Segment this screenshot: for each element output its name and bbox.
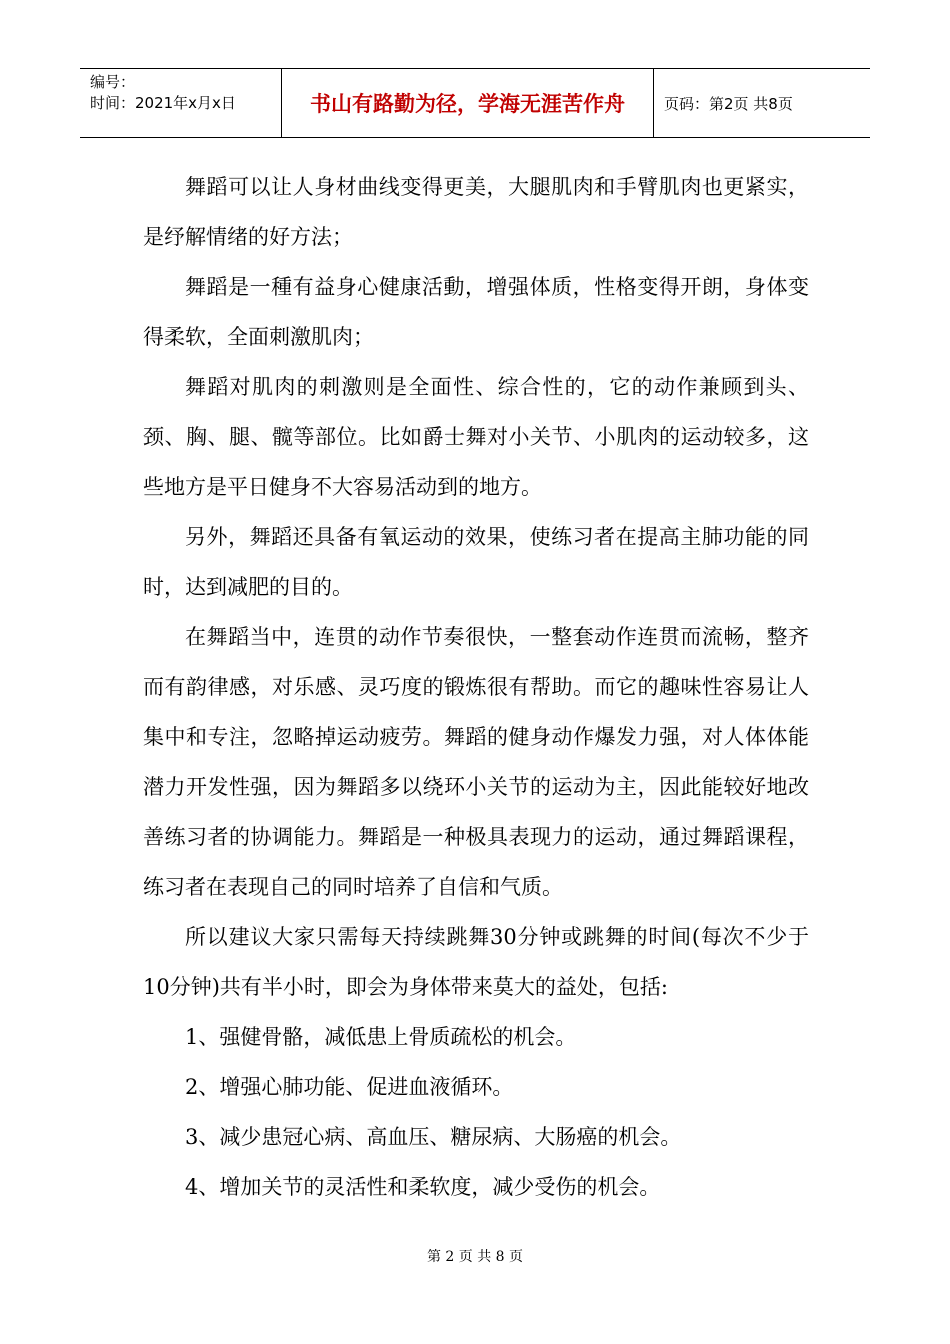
paragraph: 在舞蹈当中，连贯的动作节奏很快，一整套动作连贯而流畅，整齐而有韵律感，对乐感、灵巧度的锻炼很有帮助。而它的趣味性容易让人集中和专注，忽略掉运动疲劳。舞蹈的健身动作爆发力强，对人体体能潜力开发性强，因为舞蹈多以绕环小关节的运动为主，因此能较好地改善练习者的协调能力。舞蹈是一种极具表现力的运动，通过舞蹈课程，练习者在表现自己的同时培养了自信和气质。 bbox=[143, 625, 809, 899]
page-footer: 第 2 页 共 8 页 bbox=[426, 1249, 524, 1265]
header-page-info: 页码：第2页 共8页 bbox=[664, 94, 793, 113]
header-motto: 书山有路勤为径，学海无涯苦作舟 bbox=[282, 69, 654, 137]
list-item: 3、减少患冠心病、高血压、糖尿病、大肠癌的机会。 bbox=[185, 1125, 682, 1149]
document-body bbox=[143, 162, 809, 1212]
page-header bbox=[80, 68, 870, 138]
header-meta bbox=[80, 69, 282, 137]
list-item: 4、增加关节的灵活性和柔软度，减少受伤的机会。 bbox=[185, 1175, 661, 1199]
paragraph: 另外，舞蹈还具备有氧运动的效果，使练习者在提高主肺功能的同时，达到减肥的目的。 bbox=[143, 525, 809, 599]
list-item: 2、增强心肺功能、促进血液循环。 bbox=[185, 1075, 514, 1099]
document-number-label: 编号： bbox=[90, 73, 136, 91]
paragraph: 所以建议大家只需每天持续跳舞30分钟或跳舞的时间(每次不少于10分钟)共有半小时，即会为身体带来莫大的益处，包括: bbox=[143, 925, 809, 999]
list-item: 1、强健骨骼，减低患上骨质疏松的机会。 bbox=[185, 1025, 577, 1049]
paragraph: 舞蹈对肌肉的刺激则是全面性、综合性的，它的动作兼顾到头、颈、胸、腿、髋等部位。比如爵士舞对小关节、小肌肉的运动较多，这些地方是平日健身不大容易活动到的地方。 bbox=[143, 375, 809, 499]
paragraph: 舞蹈可以让人身材曲线变得更美，大腿肌肉和手臂肌肉也更紧实，是纾解情绪的好方法； bbox=[143, 175, 809, 249]
document-time-label: 时间：2021年x月x日 bbox=[90, 94, 236, 112]
paragraph: 舞蹈是一種有益身心健康活動，增强体质，性格变得开朗，身体变得柔软，全面刺激肌肉； bbox=[143, 275, 809, 349]
